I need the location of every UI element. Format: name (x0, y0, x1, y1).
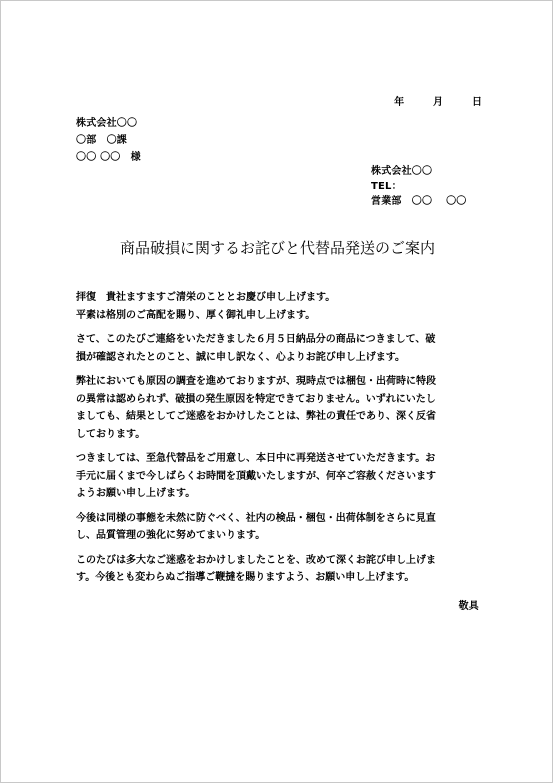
body-paragraph (76, 331, 488, 366)
recipient-department: 〇部 〇課 (76, 135, 127, 146)
body-line: の異常は認められず、破損の発生原因を特定できておりません。いずれにいたし (76, 393, 436, 405)
body-line: さて、このたびご連絡をいただきました６月５日納品分の商品につきまして、破 (76, 334, 436, 345)
body-paragraph (76, 510, 488, 545)
body-line: ましても、結果としてご迷惑をおかけしたことは、弊社の責任であり、深く反省 (76, 411, 436, 422)
body-line: す。今後とも変わらぬご指導ご鞭撻を賜りますよう、お願い申し上げます。 (76, 572, 415, 583)
body-paragraph (76, 552, 488, 587)
body-paragraph (76, 450, 488, 503)
sender-tel: TEL： (371, 181, 402, 192)
sender-company: 株式会社〇〇 (371, 166, 433, 177)
letter-body (76, 289, 488, 594)
recipient-block (76, 115, 141, 166)
body-line: 手元に届くまで今しばらくお時間を頂戴いたしますが、何卒ご容赦くださいます (76, 470, 436, 482)
recipient-company: 株式会社〇〇 (76, 118, 138, 129)
date-line (394, 93, 482, 108)
date-day: 日 (472, 97, 482, 108)
body-line: ようお願い申し上げます。 (76, 488, 196, 499)
body-paragraph (76, 289, 488, 324)
body-line: し、品質管理の強化に努めてまいります。 (76, 530, 266, 541)
date-year: 年 (394, 97, 405, 108)
body-paragraph (76, 373, 488, 443)
recipient-name: 〇〇 〇〇 様 (76, 152, 141, 163)
body-line: 損が確認されたとのこと、誠に申し訳なく、心よりお詫び申し上げます。 (76, 351, 405, 363)
body-line: しております。 (76, 428, 146, 440)
body-line: このたびは多大なご迷惑をおかけしましたことを、改めて深くお詫び申し上げま (76, 554, 436, 566)
date-month: 月 (433, 97, 444, 108)
body-line: 弊社においても原因の調査を進めておりますが、現時点では梱包・出荷時に特段 (76, 376, 436, 387)
body-line: つきましては、至急代替品をご用意し、本日中に再発送させていただきます。お (76, 453, 436, 464)
body-line: 今後は同様の事態を未然に防ぐべく、社内の検品・梱包・出荷体制をさらに見直 (76, 512, 436, 524)
closing-remark: 敬具 (458, 601, 479, 612)
body-line: 平素は格別のご高配を賜り、厚く御礼申し上げます。 (76, 309, 316, 321)
letter-title: 商品破損に関するお詫びと代替品発送のご案内 (119, 239, 435, 257)
body-line: 拝復 貴社ますますご清栄のこととお慶び申し上げます。 (76, 292, 336, 303)
sender-block (371, 164, 466, 209)
sender-person: 営業部 〇〇 〇〇 (371, 196, 467, 207)
